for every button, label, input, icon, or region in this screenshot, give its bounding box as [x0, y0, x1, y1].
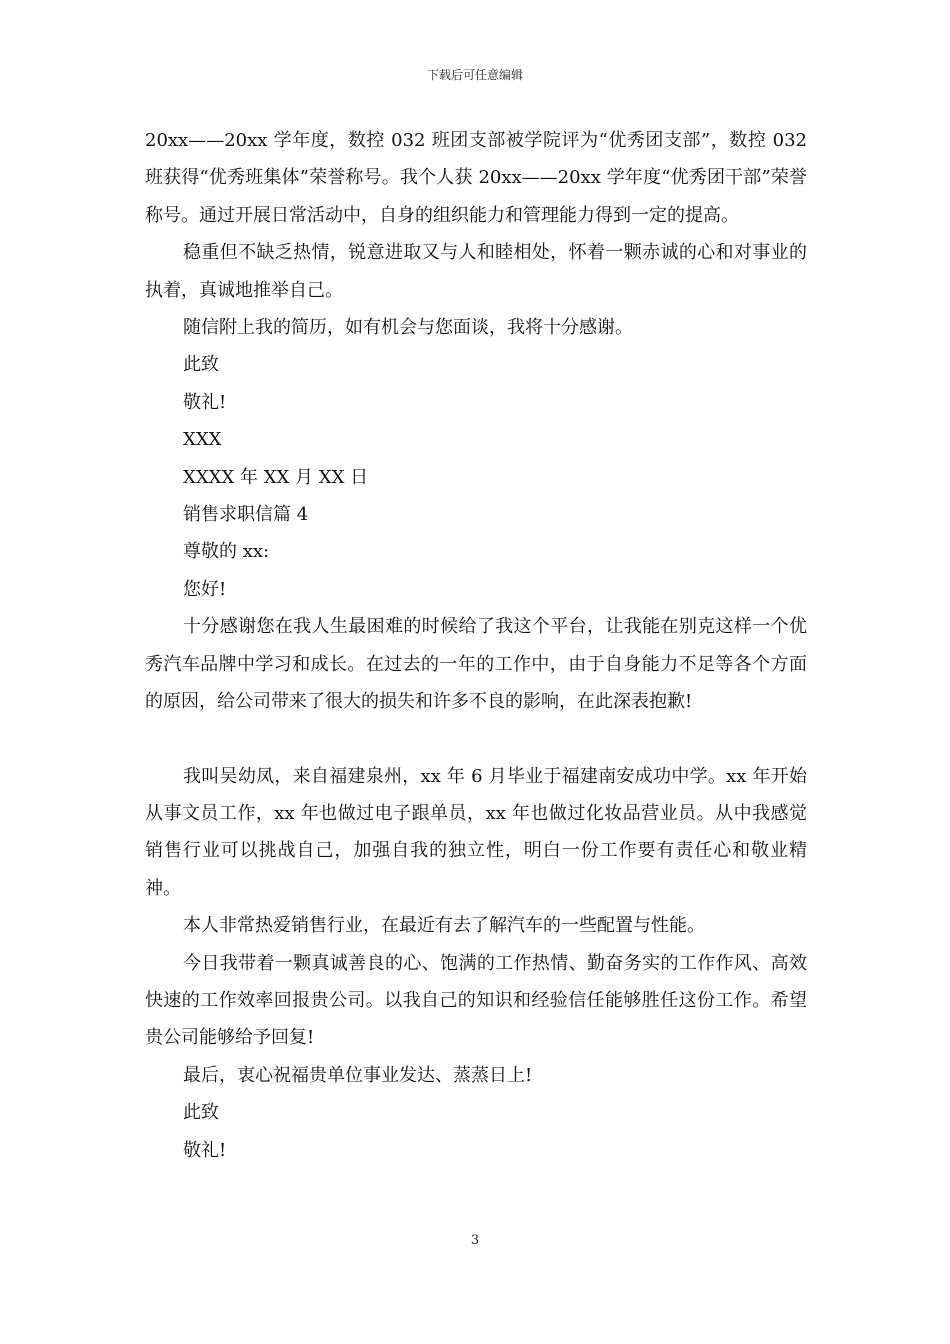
- paragraph-interest: 本人非常热爱销售行业，在最近有去了解汽车的一些配置与性能。: [183, 915, 705, 937]
- paragraph-resume-attached: 随信附上我的简历，如有机会与您面谈，我将十分感谢。: [183, 317, 633, 339]
- paragraph-self-recommend: 稳重但不缺乏热情，锐意进取又与人和睦相处，怀着一颗赤诚的心和对事业的执着，真诚地推举自己。: [145, 242, 807, 301]
- paragraph-gap: [145, 721, 807, 758]
- paragraph-introduction: 我叫吴幼凤，来自福建泉州，xx 年 6 月毕业于福建南安成功中学。xx 年开始从事文员工作，xx 年也做过电子跟单员，xx 年也做过化妆品营业员。从中我感觉销售行业可以挑战自己，加强自我的独立性，明白一份工作要有责任心和敬业精神。: [145, 765, 807, 899]
- signature-name: XXX: [183, 429, 222, 451]
- signature-date: XXXX 年 XX 月 XX 日: [183, 466, 369, 488]
- paragraph-honors: 20xx——20xx 学年度，数控 032 班团支部被学院评为“优秀团支部”，数控 032 班获得“优秀班集体”荣誉称号。我个人获 20xx——20xx 学年度“优秀团干部”荣誉称号。通过开展日常活动中，自身的组织能力和管理能力得到一定的提高。: [145, 130, 807, 226]
- closing-salutation: 此致: [183, 354, 219, 376]
- greeting-recipient: 尊敬的 xx:: [183, 541, 270, 563]
- closing-regards: 敬礼!: [183, 391, 227, 413]
- page-header: 下载后可任意编辑: [426, 68, 523, 82]
- closing-salutation-2: 此致: [183, 1102, 219, 1124]
- document-body: [145, 122, 807, 1169]
- paragraph-commitment: 今日我带着一颗真诚善良的心、饱满的工作热情、勤奋务实的工作作风、高效快速的工作效率回报贵公司。以我自己的知识和经验信任能够胜任这份工作。希望贵公司能够给予回复!: [145, 952, 807, 1049]
- page-number: 3: [470, 1233, 480, 1248]
- paragraph-thanks: 十分感谢您在我人生最困难的时候给了我这个平台，让我能在别克这样一个优秀汽车品牌中学习和成长。在过去的一年的工作中，由于自身能力不足等各个方面的原因，给公司带来了很大的损失和许多不良的影响，在此深表抱歉!: [145, 616, 807, 713]
- section-title: 销售求职信篇 4: [183, 504, 309, 526]
- closing-regards-2: 敬礼!: [183, 1139, 227, 1161]
- greeting-hello: 您好!: [183, 578, 227, 600]
- paragraph-wishes: 最后，衷心祝福贵单位事业发达、蒸蒸日上!: [183, 1064, 533, 1086]
